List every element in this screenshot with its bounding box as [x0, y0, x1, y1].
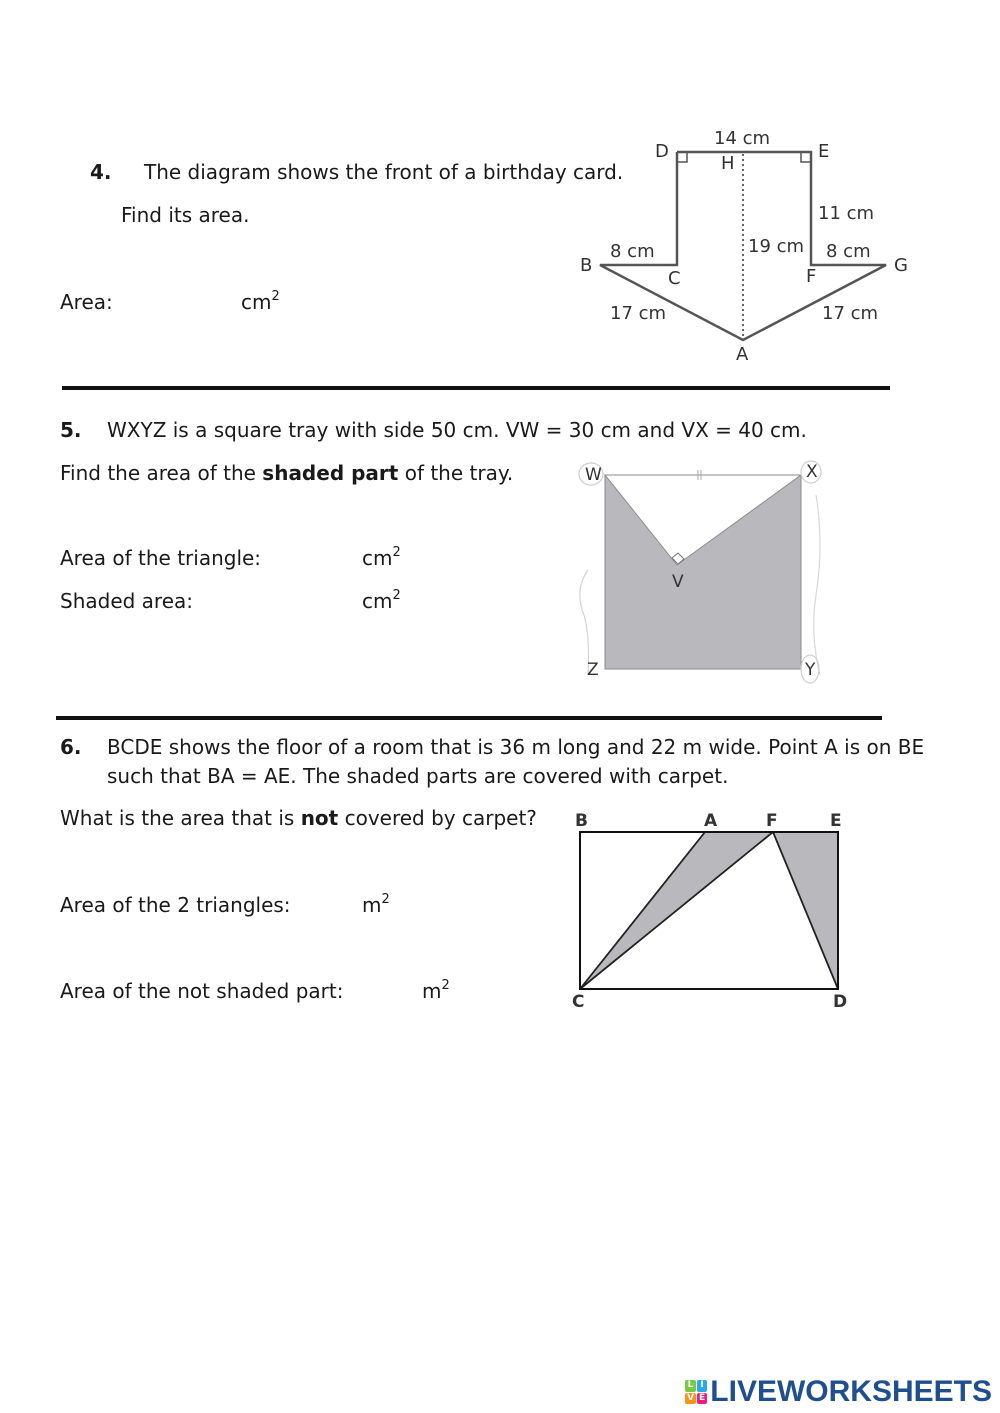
- right-angle-e: [801, 152, 811, 162]
- q4-area-label: Area:: [60, 290, 113, 314]
- q6-number: 6.: [60, 735, 82, 759]
- liveworksheets-text: LIVEWORKSHEETS: [710, 1375, 992, 1408]
- divider-2: [56, 716, 882, 720]
- q6-text-line2: such that BA = AE. The shaded parts are covered with carpet.: [107, 764, 729, 788]
- q5-text: WXYZ is a square tray with side 50 cm. VW = 30 cm and VX = 40 cm.: [107, 418, 807, 442]
- length-ba: 17 cm: [610, 303, 667, 324]
- label-f: F: [806, 266, 817, 287]
- q6-not-shaded-label: Area of the not shaded part:: [60, 979, 344, 1003]
- length-bc: 8 cm: [610, 241, 655, 262]
- q6-text-line1: BCDE shows the floor of a room that is 36 m long and 22 m wide. Point A is on BE: [107, 735, 925, 759]
- length-de: 14 cm: [714, 128, 771, 149]
- q5-triangle-label: Area of the triangle:: [60, 546, 262, 570]
- q6-prompt: What is the area that is not covered by carpet?: [60, 806, 537, 830]
- shaded-region: [605, 475, 801, 669]
- q5-shaded-input[interactable]: [196, 586, 360, 614]
- q6-triangles-input[interactable]: [288, 890, 360, 918]
- label-a: A: [704, 811, 718, 831]
- q4-number: 4.: [90, 160, 112, 184]
- q6-room-diagram: [560, 805, 860, 1020]
- q5-shaded-label: Shaded area:: [60, 589, 194, 613]
- label-c: C: [572, 992, 585, 1012]
- q4-card-diagram: [570, 120, 930, 370]
- q5-triangle-unit: $cm^2$: [362, 545, 401, 570]
- q6-triangles-label: Area of the 2 triangles:: [60, 893, 291, 917]
- logo-letter-v: V: [687, 1392, 695, 1403]
- q4-area-input[interactable]: [125, 287, 239, 315]
- label-f: F: [766, 811, 778, 831]
- length-ef: 11 cm: [818, 203, 875, 224]
- q5-tray-diagram: [570, 455, 840, 690]
- q4-prompt: Find its area.: [121, 203, 250, 227]
- label-d: D: [655, 141, 669, 162]
- label-e: E: [818, 141, 830, 162]
- q5-number: 5.: [60, 418, 82, 442]
- label-b: B: [575, 811, 588, 831]
- liveworksheets-branding: [685, 1375, 992, 1409]
- label-a: A: [736, 344, 749, 365]
- label-w: W: [585, 465, 602, 485]
- q6-not-shaded-input[interactable]: [340, 976, 420, 1004]
- label-c: C: [668, 268, 681, 289]
- q5-shaded-unit: $cm^2$: [362, 588, 401, 613]
- label-y: Y: [805, 660, 816, 680]
- q6-triangles-unit: $m^2$: [362, 892, 390, 917]
- label-e: E: [830, 811, 842, 831]
- label-x: X: [806, 462, 818, 482]
- label-z: Z: [587, 660, 599, 680]
- carpet-triangle-2: [773, 832, 838, 989]
- q5-prompt: Find the area of the shaded part of the tray.: [60, 461, 514, 485]
- label-d: D: [833, 992, 848, 1012]
- label-h: H: [721, 153, 735, 174]
- right-angle-d: [677, 152, 687, 162]
- q4-text: The diagram shows the front of a birthday card.: [144, 160, 624, 184]
- length-ha: 19 cm: [748, 236, 805, 257]
- length-fg: 8 cm: [826, 241, 871, 262]
- logo-letter-i: I: [697, 1380, 708, 1392]
- q6-not-shaded-unit: $m^2$: [422, 978, 450, 1003]
- label-b: B: [580, 255, 593, 276]
- carpet-triangle-1: [580, 832, 773, 989]
- label-v: V: [672, 572, 684, 592]
- logo-letter-l: L: [685, 1380, 696, 1392]
- liveworksheets-logo: [685, 1380, 707, 1404]
- label-g: G: [894, 255, 908, 276]
- q5-triangle-input[interactable]: [262, 543, 360, 571]
- q4-unit: $cm^2$: [241, 289, 280, 314]
- logo-letter-e: E: [697, 1393, 708, 1405]
- length-ga: 17 cm: [822, 303, 879, 324]
- divider-1: [62, 386, 890, 390]
